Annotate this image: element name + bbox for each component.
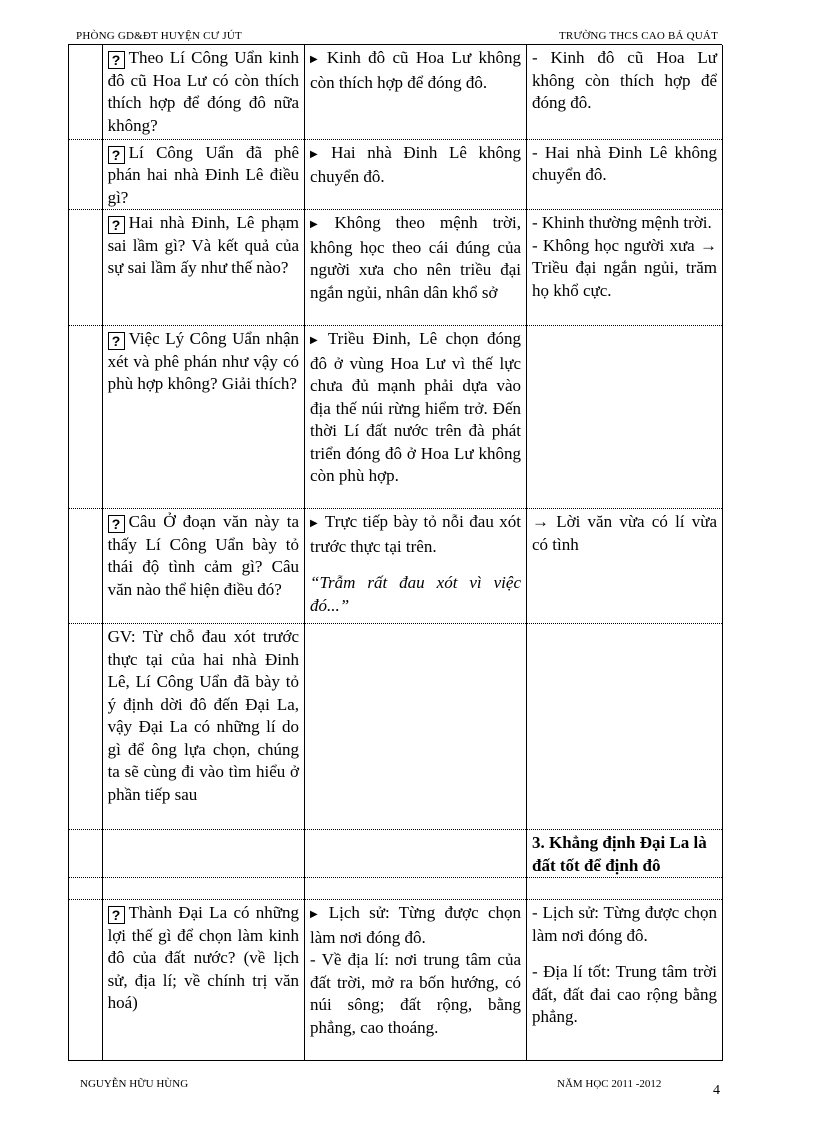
right-triangle-bullet-icon: ▶ <box>310 909 323 920</box>
table-row <box>69 624 723 830</box>
answer-text: Hai nhà Đinh Lê không chuyển đô. <box>310 142 521 186</box>
answer-text: Lịch sử: Từng được chọn làm nơi đóng đô. <box>310 903 521 947</box>
answer-cell <box>305 45 527 139</box>
question-mark-box-icon: ? <box>108 906 125 924</box>
table-row <box>69 45 723 139</box>
empty-cell <box>527 624 723 830</box>
table-row <box>69 878 723 900</box>
note-line: - Lịch sử: Từng được chọn làm nơi đóng đô. <box>532 903 717 945</box>
answer-cell <box>305 326 527 509</box>
table-row <box>69 900 723 1061</box>
question-mark-box-icon: ? <box>108 146 125 164</box>
question-cell <box>102 326 304 509</box>
empty-cell <box>69 878 103 900</box>
note-text: - Kinh đô cũ Hoa Lư không còn thích hợp để đóng đô. <box>532 48 717 112</box>
empty-cell <box>69 509 103 624</box>
table-row <box>69 509 723 624</box>
question-cell <box>102 45 304 139</box>
note-cell <box>527 139 723 210</box>
note-line: - Địa lí tốt: Trung tâm trời đất, đất đai cao rộng bằng phẳng. <box>532 962 717 1026</box>
question-cell <box>102 509 304 624</box>
question-text: Việc Lý Công Uẩn nhận xét và phê phán như vậy có phù hợp không? Giải thích? <box>107 329 300 393</box>
note-cell <box>527 509 723 624</box>
empty-cell <box>305 878 527 900</box>
note-cell <box>527 326 723 509</box>
question-cell <box>102 900 304 1061</box>
teacher-text: GV: Từ chỗ đau xót trước thực tại của hai nhà Đinh Lê, Lí Công Uẩn đã bày tỏ ý định dời đô đến Đại La, vậy Đại La có những lí do gì để ông lựa chọn, chúng ta sẽ cùng đi vào tìm hiểu ở phần tiếp sau <box>107 627 300 804</box>
empty-cell <box>69 210 103 326</box>
note-text: → Lời văn vừa có lí vừa có tình <box>532 512 717 554</box>
empty-cell <box>69 624 103 830</box>
question-mark-box-icon: ? <box>108 51 125 69</box>
section-heading-cell <box>527 830 723 878</box>
right-triangle-bullet-icon: ▶ <box>310 518 319 529</box>
note-cell <box>527 45 723 139</box>
footer-author: NGUYỄN HỮU HÙNG <box>80 1078 189 1090</box>
table-row <box>69 139 723 210</box>
question-cell <box>102 210 304 326</box>
empty-cell <box>69 830 103 878</box>
question-mark-box-icon: ? <box>108 515 125 533</box>
table-row <box>69 210 723 326</box>
answer-text: Kinh đô cũ Hoa Lư không còn thích hợp để đóng đô. <box>310 48 521 92</box>
question-mark-box-icon: ? <box>108 216 125 234</box>
header-left: PHÒNG GD&ĐT HUYỆN CƯ JÚT <box>76 30 242 42</box>
empty-cell <box>102 830 304 878</box>
answer-text: Trực tiếp bày tỏ nỗi đau xót trước thực tại trên. <box>310 512 521 556</box>
note-line: - Khinh thường mệnh trời. <box>532 213 712 232</box>
empty-cell <box>69 326 103 509</box>
note-line: - Không học người xưa → Triều đại ngắn ngủi, trăm họ khổ cực. <box>532 235 717 300</box>
answer-text: Không theo mệnh trời, không học theo cái đúng của người xưa cho nên triều đại ngắn ngủi, nhân dân khổ sở <box>310 213 521 302</box>
right-triangle-bullet-icon: ▶ <box>310 219 329 230</box>
table-row <box>69 326 723 509</box>
question-text: Câu Ở đoạn văn này ta thấy Lí Công Uẩn bày tỏ thái độ tình cảm gì? Câu văn nào thể hiện điều đó? <box>107 512 300 599</box>
empty-cell <box>102 878 304 900</box>
section-heading: 3. Khẳng định Đại La là đất tốt để định đô <box>532 833 707 875</box>
answer-cell <box>305 509 527 624</box>
answer-extra: - Về địa lí: nơi trung tâm của đất trời, mở ra bốn hướng, có núi sông; đất rộng, bằng phẳng, cao thoáng. <box>310 950 521 1037</box>
table-row <box>69 830 723 878</box>
answer-cell <box>305 900 527 1061</box>
page-number: 4 <box>713 1083 720 1098</box>
answer-quote: “Trẫm rất đau xót vì việc đó...” <box>310 573 521 615</box>
header-right: TRƯỜNG THCS CAO BÁ QUÁT <box>559 30 718 42</box>
empty-cell <box>69 45 103 139</box>
answer-cell <box>305 139 527 210</box>
question-cell <box>102 139 304 210</box>
right-triangle-bullet-icon: ▶ <box>310 148 326 160</box>
lesson-table <box>68 45 723 1061</box>
empty-cell <box>305 830 527 878</box>
empty-cell <box>69 900 103 1061</box>
empty-cell <box>69 139 103 210</box>
question-text: Thành Đại La có những lợi thế gì để chọn làm kinh đô của đất nước? (về lịch sử, địa lí; về chính trị văn hoá) <box>107 903 300 1012</box>
answer-cell <box>305 210 527 326</box>
right-triangle-bullet-icon: ▶ <box>310 54 321 65</box>
empty-cell <box>527 878 723 900</box>
note-text: - Hai nhà Đinh Lê không chuyển đô. <box>532 142 717 184</box>
question-text: Hai nhà Đinh, Lê phạm sai lầm gì? Và kết quả của sự sai lầm ấy như thế nào? <box>107 213 300 277</box>
right-triangle-bullet-icon: ▶ <box>310 335 322 346</box>
footer-school-year: NĂM HỌC 2011 -2012 <box>557 1078 662 1090</box>
spacer <box>532 947 717 961</box>
question-text: Lí Công Uẩn đã phê phán hai nhà Đinh Lê điều gì? <box>107 142 300 207</box>
teacher-cell <box>102 624 304 830</box>
note-cell <box>527 210 723 326</box>
note-cell <box>527 900 723 1061</box>
question-text: Theo Lí Công Uẩn kinh đô cũ Hoa Lư có còn thích thích hợp để đóng đô nữa không? <box>107 48 300 135</box>
answer-text: Triều Đinh, Lê chọn đóng đô ở vùng Hoa Lư vì thế lực chưa đủ mạnh phải dựa vào địa thế núi rừng hiểm trở. Đến thời Lí đất nước trên đà phát triển đóng đô ở Hoa Lư không còn phù hợp. <box>310 329 521 485</box>
empty-cell <box>305 624 527 830</box>
question-mark-box-icon: ? <box>108 332 125 350</box>
